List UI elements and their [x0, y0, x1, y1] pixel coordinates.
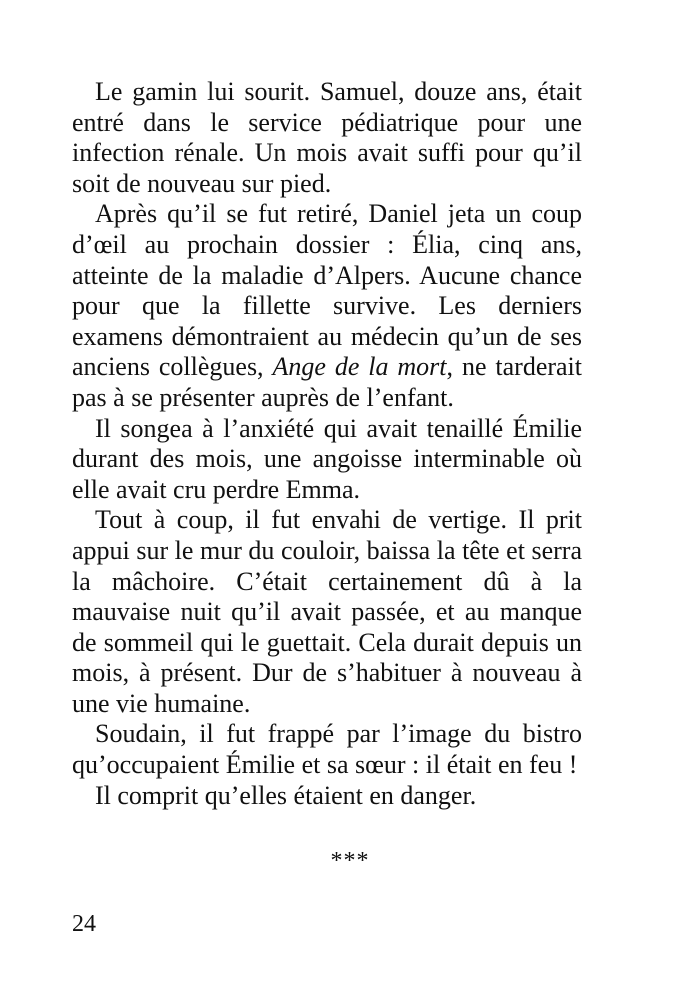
- paragraph-4: Tout à coup, il fut envahi de vertige. Il prit appui sur le mur du couloir, baissa la tête et serra la mâchoire. C’était certainement dû à la mauvaise nuit qu’il avait passée, et au manque de sommeil qui le guettait. Cela durait depuis un mois, à présent. Dur de s’habituer à nouveau à une vie humaine.: [72, 505, 582, 718]
- paragraph-2-italic-phrase: Ange de la mort: [272, 352, 447, 382]
- scene-break: ***: [330, 848, 370, 874]
- paragraph-6: Il comprit qu’elles étaient en danger.: [95, 780, 477, 810]
- paragraph-3: Il songea à l’anxiété qui avait tenaillé Émilie durant des mois, une angoisse interminable où elle avait cru perdre Emma.: [72, 413, 582, 504]
- paragraph-2-text-before: Après qu’il se fut retiré, Daniel jeta un coup d’œil au prochain dossier : Élia, cinq ans, atteinte de la maladie d’Alpers. Aucune chance pour que la fillette survive. Les derniers examens démontraient au médecin qu’un de ses anciens collègues,: [72, 199, 582, 382]
- body-text: [72, 77, 582, 811]
- paragraph-2-text-after: , ne tarderait pas à se présenter auprès de l’enfant.: [72, 352, 583, 412]
- paragraph-5: Soudain, il fut frappé par l’image du bistro qu’occupaient Émilie et sa sœur : il était en feu !: [72, 719, 582, 780]
- page-number: 24: [72, 911, 96, 937]
- paragraph-2: [72, 199, 582, 413]
- paragraph-1: Le gamin lui sourit. Samuel, douze ans, était entré dans le service pédiatrique pour une infection rénale. Un mois avait suffi pour qu’il soit de nouveau sur pied.: [72, 77, 582, 198]
